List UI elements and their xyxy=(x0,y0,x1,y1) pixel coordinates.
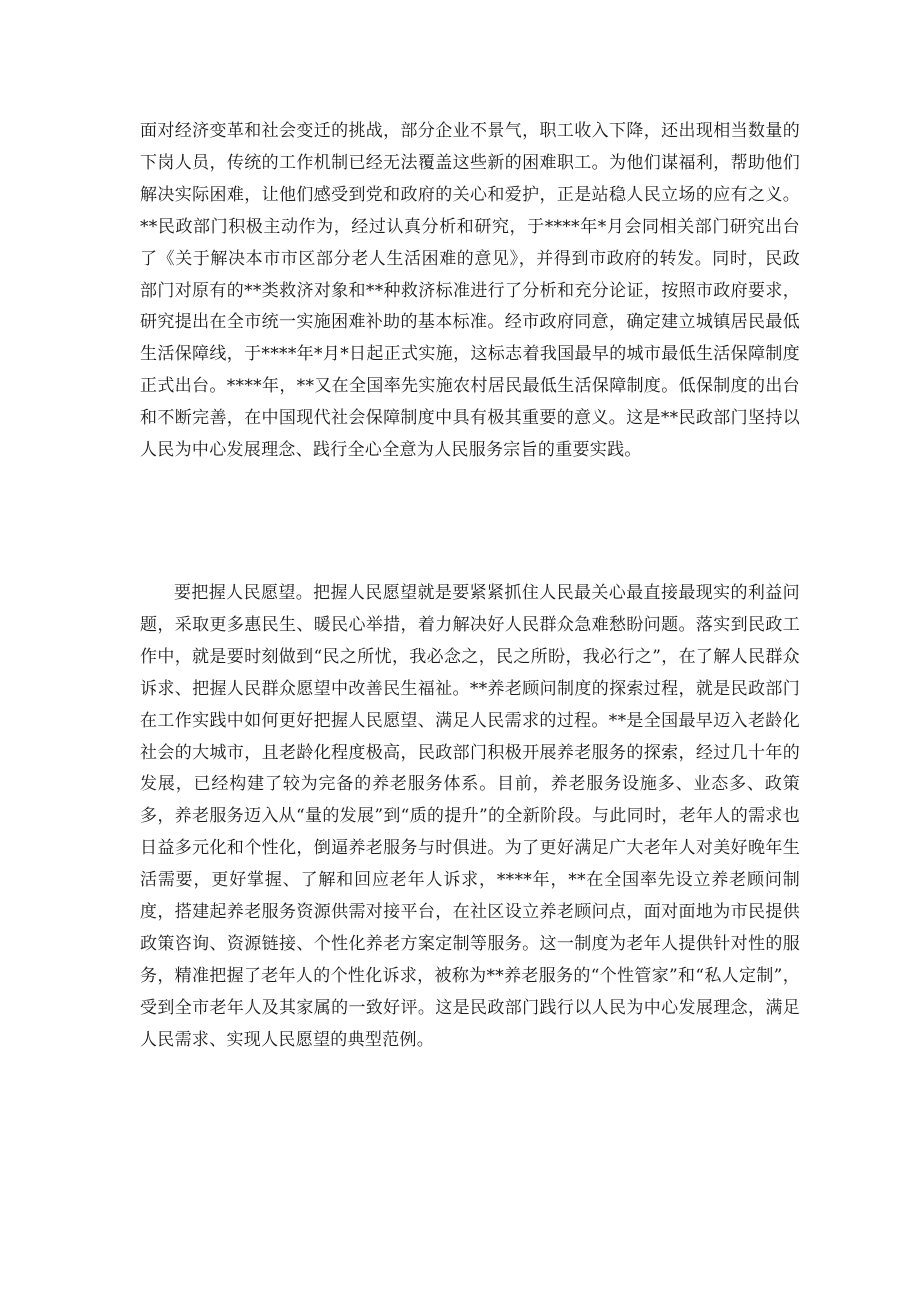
body-paragraph-2: 要把握人民愿望。把握人民愿望就是要紧紧抓住人民最关心最直接最现实的利益问题，采取更多惠民生、暖民心举措，着力解决好人民群众急难愁盼问题。落实到民政工作中，就是要时刻做到“民之所忧，我必念之，民之所盼，我必行之”，在了解人民群众诉求、把握人民群众愿望中改善民生福祉。**养老顾问制度的探索过程，就是民政部门在工作实践中如何更好把握人民愿望、满足人民需求的过程。**是全国最早迈入老龄化社会的大城市，且老龄化程度极高，民政部门积极开展养老服务的探索，经过几十年的发展，已经构建了较为完备的养老服务体系。目前，养老服务设施多、业态多、政策多，养老服务迈入从“量的发展”到“质的提升”的全新阶段。与此同时，老年人的需求也日益多元化和个性化，倒逼养老服务与时俱进。为了更好满足广大老年人对美好晚年生活需要，更好掌握、了解和回应老年人诉求，****年，**在全国率先设立养老顾问制度，搭建起养老服务资源供需对接平台，在社区设立养老顾问点，面对面地为市民提供政策咨询、资源链接、个性化养老方案定制等服务。这一制度为老年人提供针对性的服务，精准把握了老年人的个性化诉求，被称为**养老服务的“个性管家”和“私人定制”，受到全市老年人及其家属的一致好评。这是民政部门践行以人民为中心发展理念，满足人民需求、实现人民愿望的典型范例。 xyxy=(140,583,800,1050)
body-paragraph-1: 面对经济变革和社会变迁的挑战，部分企业不景气，职工收入下降，还出现相当数量的下岗人员，传统的工作机制已经无法覆盖这些新的困难职工。为他们谋福利，帮助他们解决实际困难，让他们感受到党和政府的关心和爱护，正是站稳人民立场的应有之义。**民政部门积极主动作为，经过认真分析和研究，于****年*月会同相关部门研究出台了《关于解决本市市区部分老人生活困难的意见》，并得到市政府的转发。同时，民政部门对原有的**类救济对象和**种救济标准进行了分析和充分论证，按照市政府要求，研究提出在全市统一实施困难补助的基本标准。经市政府同意，确定建立城镇居民最低生活保障线，于****年*月*日起正式实施，这标志着我国最早的城市最低生活保障制度正式出台。****年，**又在全国率先实施农村居民最低生活保障制度。低保制度的出台和不断完善，在中国现代社会保障制度中具有极其重要的意义。这是**民政部门坚持以人民为中心发展理念、践行全心全意为人民服务宗旨的重要实践。 xyxy=(140,121,800,461)
